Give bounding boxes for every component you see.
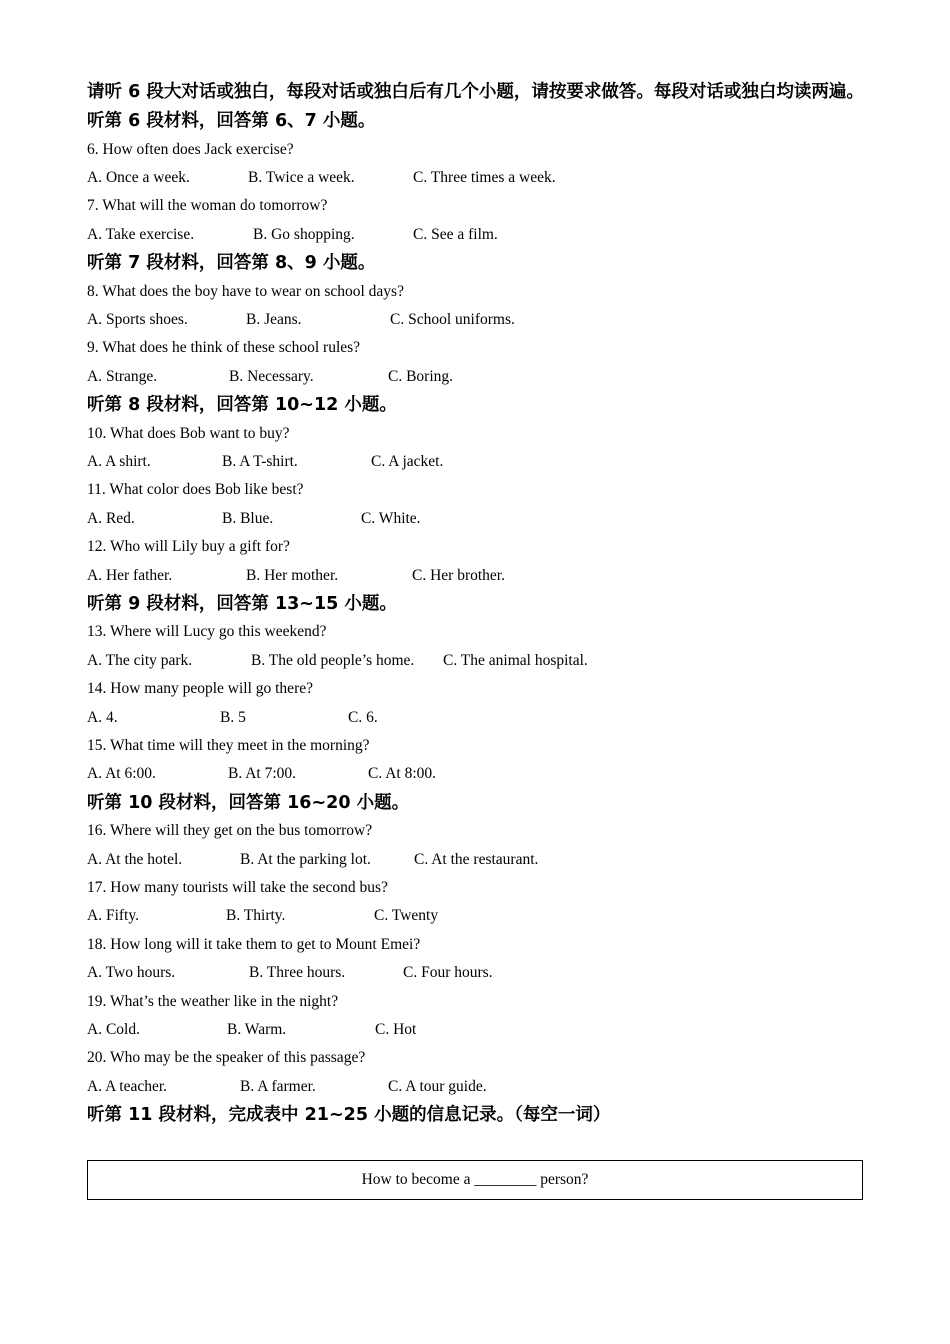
option-c: C. Four hours. xyxy=(403,964,493,982)
info-table xyxy=(87,1160,863,1200)
option-c: C. At the restaurant. xyxy=(414,850,539,868)
option-b: B. A farmer. xyxy=(240,1077,316,1095)
question: 6. How often does Jack exercise? xyxy=(87,140,294,158)
section-heading: 听第 11 段材料，完成表中 21~25 小题的信息记录。（每空一词） xyxy=(87,1105,611,1126)
option-b: B. Necessary. xyxy=(229,367,314,385)
options-row xyxy=(87,760,867,788)
option-a: A. Cold. xyxy=(87,1021,140,1039)
option-b: B. Go shopping. xyxy=(253,225,355,243)
section-heading: 听第 7 段材料，回答第 8、9 小题。 xyxy=(87,253,376,274)
option-a: A. 4. xyxy=(87,708,118,726)
option-c: C. Three times a week. xyxy=(413,168,556,186)
question: 16. Where will they get on the bus tomorrow? xyxy=(87,822,373,840)
options-row xyxy=(87,221,867,249)
section-heading: 听第 6 段材料，回答第 6、7 小题。 xyxy=(87,111,376,131)
question: 13. Where will Lucy go this weekend? xyxy=(87,623,327,641)
option-b: B. Twice a week. xyxy=(248,168,355,186)
question: 11. What color does Bob like best? xyxy=(87,481,304,499)
option-a: A. At 6:00. xyxy=(87,765,156,783)
options-row xyxy=(87,164,867,192)
option-c: C. Her brother. xyxy=(412,566,505,584)
option-a: A. Her father. xyxy=(87,566,173,584)
option-a: A. Once a week. xyxy=(87,168,190,186)
option-c: C. Twenty xyxy=(374,907,439,925)
option-c: C. See a film. xyxy=(413,225,498,243)
option-c: C. School uniforms. xyxy=(390,310,515,328)
option-c: C. Hot xyxy=(375,1021,417,1039)
question: 19. What’s the weather like in the night? xyxy=(87,992,339,1010)
option-c: C. The animal hospital. xyxy=(443,651,588,669)
option-a: A. At the hotel. xyxy=(87,850,183,868)
option-a: A. The city park. xyxy=(87,651,193,669)
options-row xyxy=(87,1016,867,1044)
option-b: B. Jeans. xyxy=(246,310,302,328)
option-a: A. Take exercise. xyxy=(87,225,195,243)
question: 10. What does Bob want to buy? xyxy=(87,424,290,442)
options-row xyxy=(87,902,867,930)
table-title: How to become a ________ person? xyxy=(361,1171,589,1188)
option-b: B. Her mother. xyxy=(246,566,339,584)
question: 12. Who will Lily buy a gift for? xyxy=(87,538,290,556)
question: 15. What time will they meet in the morning? xyxy=(87,737,370,755)
option-a: A. Strange. xyxy=(87,367,158,385)
options-row xyxy=(87,562,867,590)
question: 9. What does he think of these school rules? xyxy=(87,339,361,357)
option-b: B. A T-shirt. xyxy=(222,453,298,471)
option-c: C. A tour guide. xyxy=(388,1077,487,1095)
option-b: B. 5 xyxy=(220,708,246,726)
options-row xyxy=(87,846,867,874)
exam-page xyxy=(87,78,867,1130)
question: 18. How long will it take them to get to Mount Emei? xyxy=(87,935,421,953)
option-c: C. 6. xyxy=(348,708,378,726)
option-b: B. The old people’s home. xyxy=(251,651,415,669)
option-a: A. Two hours. xyxy=(87,964,176,982)
section-heading: 听第 9 段材料，回答第 13~15 小题。 xyxy=(87,593,397,614)
instructions: 请听 6 段大对话或独白，每段对话或独白后有几个小题，请按要求做答。每段对话或独白均读两遍。 xyxy=(87,82,864,102)
section-heading: 听第 10 段材料，回答第 16~20 小题。 xyxy=(87,792,410,813)
option-b: B. Blue. xyxy=(222,509,274,527)
section-heading: 听第 8 段材料，回答第 10~12 小题。 xyxy=(87,395,397,416)
options-row xyxy=(87,647,867,675)
option-b: B. Three hours. xyxy=(249,964,346,982)
option-b: B. At the parking lot. xyxy=(240,850,371,868)
option-c: C. White. xyxy=(361,509,421,527)
question: 14. How many people will go there? xyxy=(87,680,313,698)
option-c: C. A jacket. xyxy=(371,453,444,471)
question: 20. Who may be the speaker of this passage? xyxy=(87,1049,366,1067)
options-row xyxy=(87,363,867,391)
question: 8. What does the boy have to wear on school days? xyxy=(87,282,404,300)
option-a: A. Sports shoes. xyxy=(87,310,188,328)
options-row xyxy=(87,1073,867,1101)
option-a: A. Red. xyxy=(87,509,135,527)
question: 17. How many tourists will take the second bus? xyxy=(87,879,388,897)
option-b: B. Thirty. xyxy=(226,907,286,925)
options-row xyxy=(87,306,867,334)
option-a: A. Fifty. xyxy=(87,907,139,925)
option-a: A. A shirt. xyxy=(87,453,151,471)
option-c: C. Boring. xyxy=(388,367,454,385)
question: 7. What will the woman do tomorrow? xyxy=(87,197,328,215)
option-b: B. At 7:00. xyxy=(228,765,297,783)
options-row xyxy=(87,448,867,476)
option-a: A. A teacher. xyxy=(87,1077,168,1095)
options-row xyxy=(87,505,867,533)
option-c: C. At 8:00. xyxy=(368,765,437,783)
options-row xyxy=(87,704,867,732)
option-b: B. Warm. xyxy=(227,1021,287,1039)
options-row xyxy=(87,959,867,987)
